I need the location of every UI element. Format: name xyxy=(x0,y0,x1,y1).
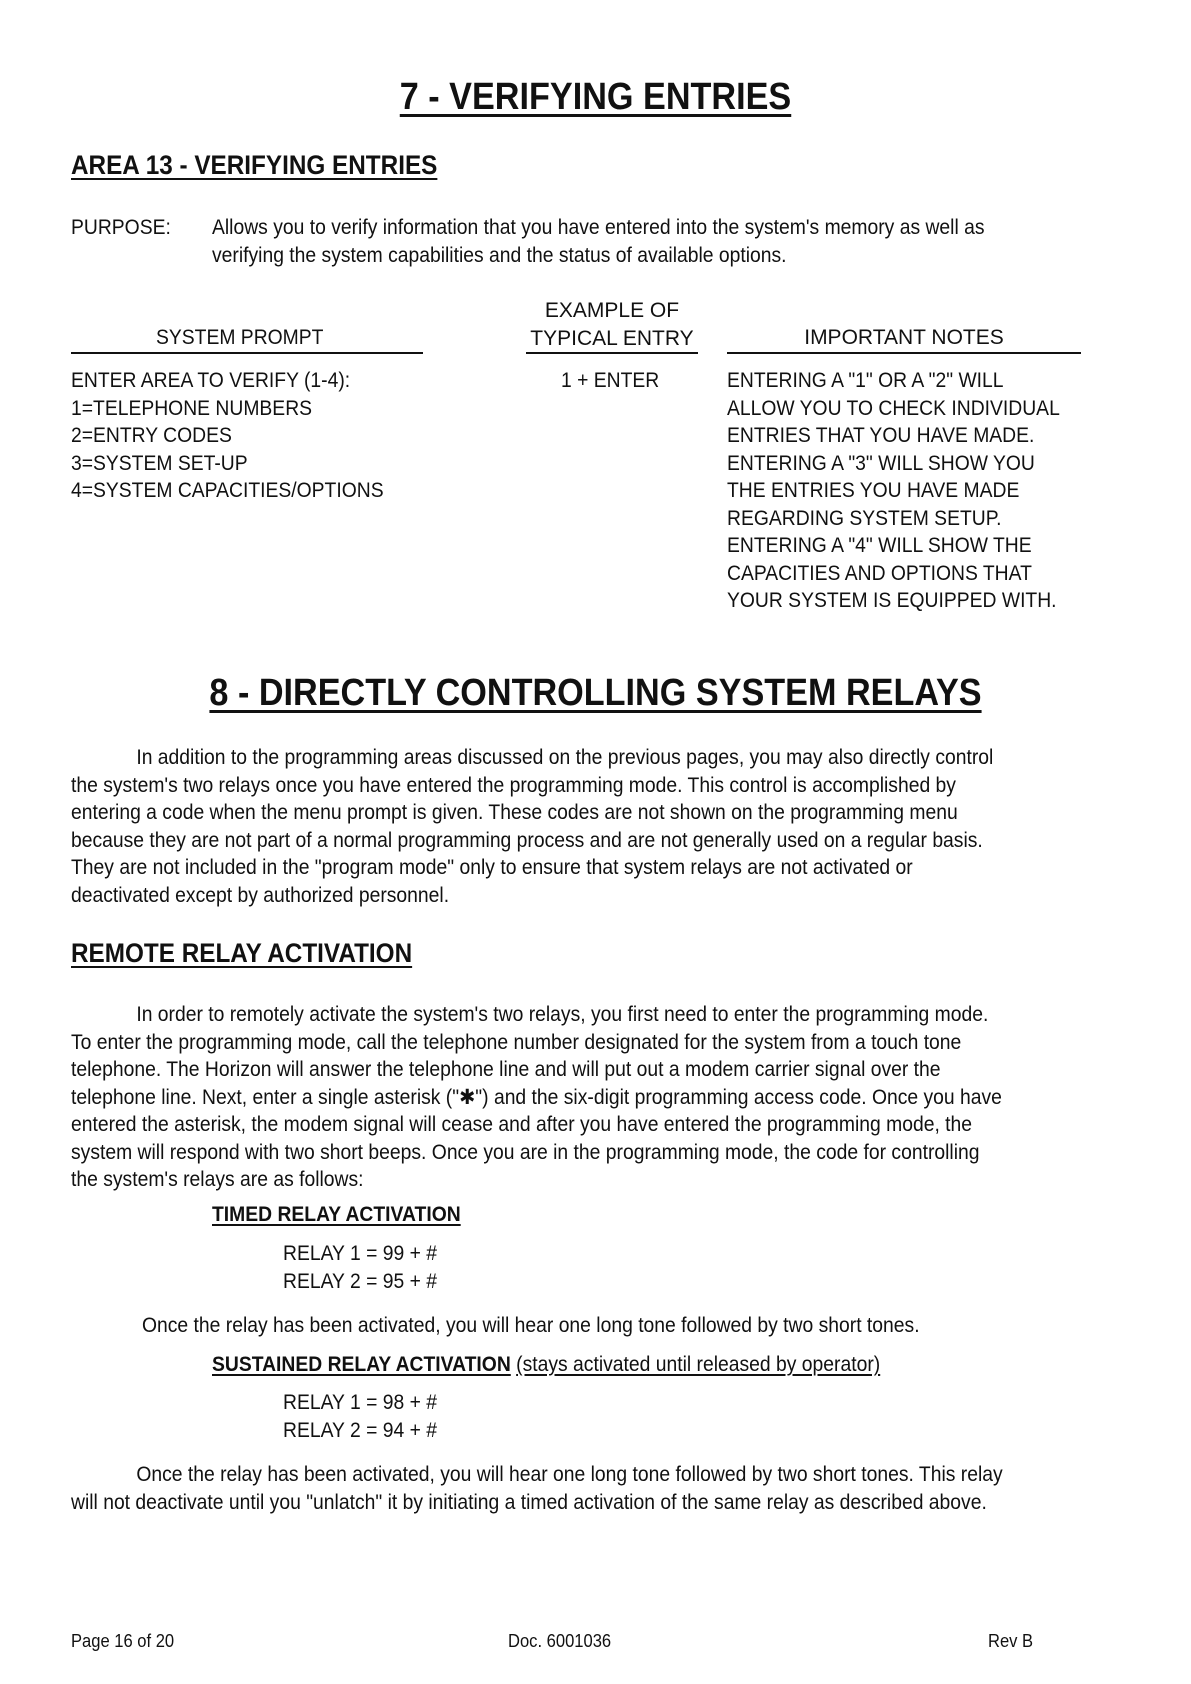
relay-label: RELAY 2 xyxy=(283,1418,361,1442)
note-line: ALLOW YOU TO CHECK INDIVIDUAL xyxy=(727,396,1060,420)
footer-page-number: Page 16 of 20 xyxy=(71,1631,175,1651)
sustained-relay-note xyxy=(71,1461,1003,1516)
important-notes-list xyxy=(727,367,1060,615)
intro-line: In addition to the programming areas discussed on the previous pages, you may also directly control xyxy=(136,746,994,769)
relay-code: = 94 + # xyxy=(366,1418,437,1442)
purpose-label: PURPOSE: xyxy=(71,216,171,239)
remote-line: telephone line. Next, enter a single asterisk ("✱") and the six-digit programming access code. Once you have xyxy=(71,1085,1002,1109)
timed-relay-title: TIMED RELAY ACTIVATION xyxy=(212,1203,461,1226)
purpose-line: Allows you to verify information that you have entered into the system's memory as well as xyxy=(212,216,985,239)
prompt-line: 1=TELEPHONE NUMBERS xyxy=(71,396,313,420)
remote-relay-text xyxy=(71,1001,1002,1194)
remote-line: To enter the programming mode, call the telephone number designated for the system from a touch tone xyxy=(71,1030,962,1054)
sustained-relay2 xyxy=(283,1417,437,1445)
note-line: ENTRIES THAT YOU HAVE MADE. xyxy=(727,424,1035,447)
relay-code: = 99 + # xyxy=(366,1242,437,1265)
sustained-note-line: Once the relay has been activated, you will hear one long tone followed by two short tones. This relay xyxy=(136,1463,1003,1486)
system-prompt-list xyxy=(71,367,384,505)
note-line: YOUR SYSTEM IS EQUIPPED WITH. xyxy=(727,589,1057,612)
prompt-line: 4=SYSTEM CAPACITIES/OPTIONS xyxy=(71,479,384,502)
col-header-example-line2: TYPICAL ENTRY xyxy=(526,325,698,355)
intro-line: They are not included in the "program mode" only to ensure that system relays are not activated or xyxy=(71,856,913,879)
timed-relay-codes xyxy=(283,1240,437,1295)
remote-line: entered the asterisk, the modem signal will cease and after you have entered the programming mode, the xyxy=(71,1113,973,1136)
relay-label: RELAY 2 xyxy=(283,1269,361,1293)
section7-title: 7 - VERIFYING ENTRIES xyxy=(399,76,792,118)
sustained-note-line: will not deactivate until you "unlatch" it by initiating a timed activation of the same relay as described above. xyxy=(71,1490,987,1514)
sustained-relay-title: SUSTAINED RELAY ACTIVATION xyxy=(212,1353,511,1376)
intro-line: the system's two relays once you have entered the programming mode. This control is accomplished by xyxy=(71,773,956,797)
note-line: ENTERING A "1" OR A "2" WILL xyxy=(727,369,1004,392)
note-line: THE ENTRIES YOU HAVE MADE xyxy=(727,479,1020,502)
prompt-line: ENTER AREA TO VERIFY (1-4): xyxy=(71,369,351,392)
remote-line: system will respond with two short beeps. Once you are in the programming mode, the code for controlling xyxy=(71,1140,980,1164)
relay-code: = 98 + # xyxy=(366,1391,437,1414)
timed-relay1 xyxy=(283,1240,437,1268)
intro-line: because they are not part of a normal programming process and are not generally used on a regular basis. xyxy=(71,828,983,852)
timed-relay2 xyxy=(283,1268,437,1296)
purpose-line: verifying the system capabilities and the status of available options. xyxy=(212,243,787,267)
purpose-text xyxy=(212,214,985,269)
intro-line: deactivated except by authorized personnel. xyxy=(71,883,450,907)
note-line: ENTERING A "4" WILL SHOW THE xyxy=(727,534,1032,557)
remote-line: the system's relays are as follows: xyxy=(71,1168,364,1191)
note-line: CAPACITIES AND OPTIONS THAT xyxy=(727,561,1032,585)
relay-label: RELAY 1 xyxy=(283,1391,361,1414)
sustained-relay-codes xyxy=(283,1389,437,1444)
col-header-important-notes: IMPORTANT NOTES xyxy=(727,324,1081,354)
footer-doc-number: Doc. 6001036 xyxy=(508,1631,612,1651)
footer-revision: Rev B xyxy=(988,1631,1034,1651)
prompt-line: 3=SYSTEM SET-UP xyxy=(71,451,248,475)
intro-line: entering a code when the menu prompt is given. These codes are not shown on the programming menu xyxy=(71,801,958,824)
relay-code: = 95 + # xyxy=(366,1269,437,1293)
example-entry: 1 + ENTER xyxy=(561,369,660,392)
timed-relay-note: Once the relay has been activated, you will hear one long tone followed by two short tones. xyxy=(142,1314,920,1337)
note-line: ENTERING A "3" WILL SHOW YOU xyxy=(727,451,1035,475)
section8-title: 8 - DIRECTLY CONTROLLING SYSTEM RELAYS xyxy=(209,672,982,714)
area13-title: AREA 13 - VERIFYING ENTRIES xyxy=(71,150,438,180)
section8-intro xyxy=(71,744,993,909)
remote-relay-title: REMOTE RELAY ACTIVATION xyxy=(71,938,413,968)
note-line: REGARDING SYSTEM SETUP. xyxy=(727,506,1002,530)
col-header-system-prompt: SYSTEM PROMPT xyxy=(71,324,423,354)
prompt-line: 2=ENTRY CODES xyxy=(71,424,232,447)
relay-label: RELAY 1 xyxy=(283,1242,361,1265)
remote-line: telephone. The Horizon will answer the telephone line and will put out a modem carrier signal over the xyxy=(71,1058,941,1081)
remote-line: In order to remotely activate the system's two relays, you first need to enter the programming mode. xyxy=(136,1003,989,1026)
col-header-example-line1: EXAMPLE OF xyxy=(544,299,680,322)
col-header-example xyxy=(526,297,698,354)
sustained-relay1 xyxy=(283,1389,437,1417)
sustained-relay-heading xyxy=(212,1351,880,1379)
sustained-relay-subtitle: (stays activated until released by operator) xyxy=(516,1353,881,1376)
